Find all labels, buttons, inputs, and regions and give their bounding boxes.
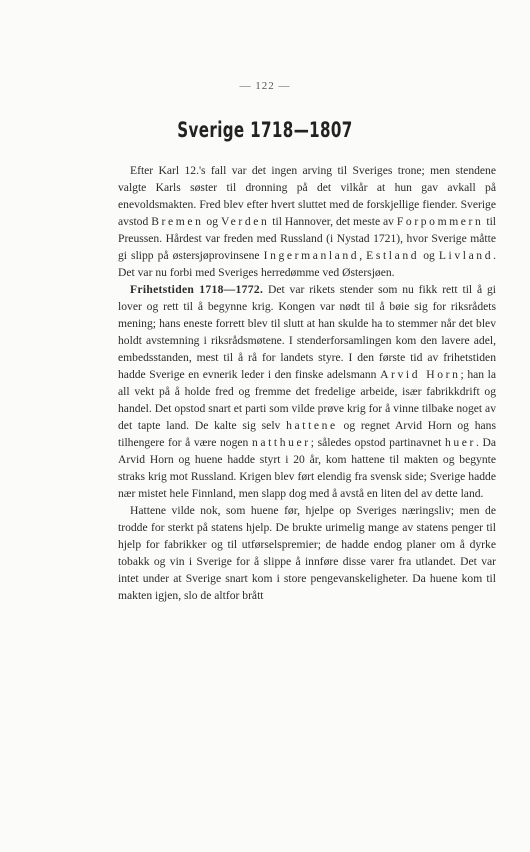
text-run: og regnet Arvid Horn og hans tilhengere for å være nogen [118, 419, 496, 449]
text-run: . Det var nu forbi med Sveriges herredømme ved Østersjøen. [118, 249, 497, 279]
paragraph-3: Hattene vilde nok, som huene før, hjelpe op Sveriges næringsliv; men de trodde for sterkt på statens hjelp. De brukte urimelig mange av statens penger til hjelp for fabrikker og til utførselspremier; de hadde endog planer om å dyrke tobakk og vin i Sverige for å slippe å innføre disse varer fra utlandet. Det var intet under at Sverige snart kom i store pengevanskeligheter. Da huene kom til makten igjen, slo de altfor brått [118, 504, 496, 602]
text-run: ; han la all vekt på å holde fred og fremme det fredelige arbeide, især fabrikkdrift og handel. Det opstod snart et parti som vilde prøve krig for å vinne tilbake noget av det tapte land. De kalte sig selv [118, 368, 497, 432]
spaced-term-bremen: Bremen [151, 215, 204, 228]
page-number: — 122 — [239, 80, 291, 92]
text-run: Det var rikets stender som nu fikk rett til å gi lover og rett til å begynne krig. Kongen var nødt til å bøie sig for riksrådets mening; hans eneste forrett blev til slutt at han skulde ha to stemmer når det blev holdt avstemning i riksrådsmøtene. I stenderforsamlingen kom den lavere adel, embedsstanden, mest til å rå for landets styre. I den første tid av frihetstiden hadde Sverige en evnerik leder i den finske adelsmann [118, 283, 496, 381]
spaced-term-hattene: hattene [286, 419, 338, 432]
text-run: og [203, 215, 221, 228]
body-text [118, 162, 496, 604]
spaced-term-livland: Livland [438, 249, 494, 262]
text-run: til Hannover, det meste av [269, 215, 397, 228]
text-run: til Preussen. Hårdest var freden med Russland (i Nystad 1721), hvor Sverige måtte gi slipp på østersjøprovinsene [118, 215, 497, 262]
paragraph-2 [118, 281, 496, 502]
spaced-term-natthuer: natthuer [251, 436, 311, 449]
spaced-term-arvid-horn: Arvid Horn [380, 368, 461, 381]
text-run: og [419, 249, 439, 262]
chapter-title: Sverige 1718—1807 [177, 118, 353, 142]
text-run: ; således opstod partinavnet [310, 436, 445, 449]
spaced-term-huer: huer [444, 436, 476, 449]
spaced-term-estland: Estland [366, 249, 420, 262]
spaced-term-verden: Verden [220, 215, 270, 228]
section-heading-frihetstiden: Frihetstiden 1718—1772. [130, 283, 264, 296]
spaced-term-forpommern: Forpommern [396, 215, 484, 228]
text-run: Efter Karl 12.'s fall var det ingen arving til Sveriges trone; men stendene valgte Karls søster til dronning på det vilkår at hun gav avkall på enevoldsmakten. Fred blev efter hvert sluttet med de forskjellige fiender. Sverige avstod [118, 164, 496, 228]
spaced-term-ingermanland: Ingermanland [263, 249, 360, 262]
paragraph-1 [118, 162, 496, 281]
text-run: , [359, 249, 367, 262]
text-run: . Da Arvid Horn og huene hadde styrt i 20 år, kom hattene til makten og begynte straks krig mot Russland. Krigen blev ført elendig fra svensk side; Sverige hadde nær mistet hele Finnland, men slapp dog med å avstå en liten del av dette land. [118, 436, 496, 500]
